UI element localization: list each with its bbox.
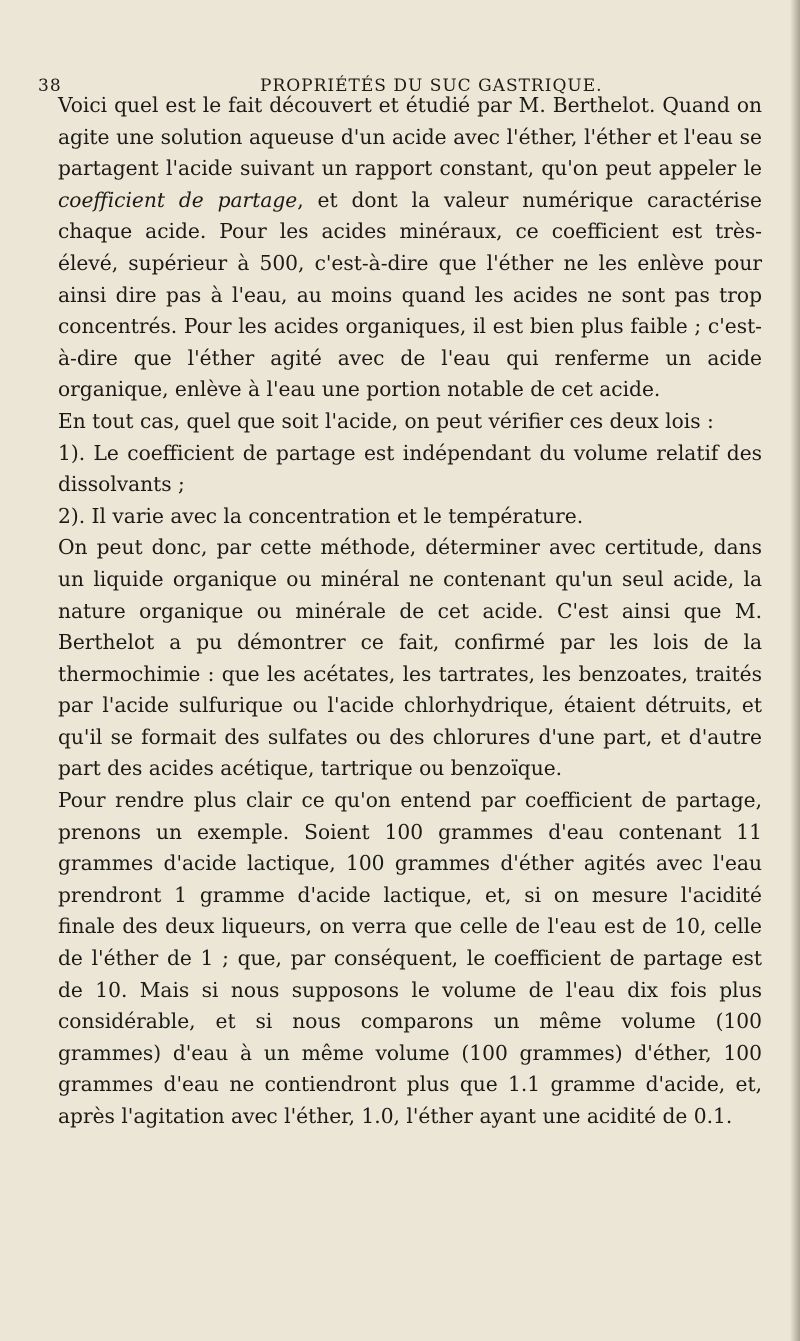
law-2: 2). Il varie avec la concentration et le température. [58, 503, 584, 528]
running-title: PROPRIÉTÉS DU SUC GASTRIQUE. [260, 76, 603, 96]
paragraph-6: Pour rendre plus clair ce qu'on entend par coefficient de partage, prenons un exemple. Soient 100 grammes d'eau contenant 11 grammes d'acide lactique, 100 grammes d'éther agités avec l'eau prendront 1 gramme d'acide lactique, et, si on mesure l'acidité finale des deux liqueurs, on verra que celle de l'eau est de 10, celle de l'éther de 1 ; que, par conséquent, le coefficient de partage est de 10. Mais si nous supposons le volume de l'eau dix fois plus considérable, et si nous comparons un même volume (100 grammes) d'eau à un même volume (100 grammes) d'éther, 100 grammes d'eau ne contiendront plus que 1.1 gramme d'acide, et, après l'agitation avec l'éther, 1.0, l'éther ayant une acidité de 0.1. [58, 788, 762, 1128]
paragraph-1-end: , et dont la valeur numérique caractérise chaque acide. Pour les acides minéraux, ce coefficient est très-élevé, supérieur à 500, c'est-à-dire que l'éther ne les enlève pour ainsi dire pas à l'eau, au moins quand les acides ne sont pas trop concentrés. Pour les acides organiques, il est bien plus faible ; c'est-à-dire que l'éther agité avec de l'eau qui renferme un acide organique, enlève à l'eau une portion notable de cet acide. [58, 187, 762, 402]
law-1: 1). Le coefficient de partage est indépendant du volume relatif des dissolvants ; [58, 440, 762, 497]
paragraph-1-start: Voici quel est le fait découvert et étudié par M. Berthelot. Quand on agite une solution aqueuse d'un acide avec l'éther, l'éther et l'eau se partagent l'acide suivant un rapport constant, qu'on peut appeler le [58, 93, 762, 181]
term-coefficient-de-partage: coefficient de partage [58, 187, 298, 212]
paragraph-1 [58, 90, 762, 406]
page-number: 38 [38, 76, 62, 96]
page-header [38, 60, 758, 96]
body-text [58, 90, 762, 1133]
paragraph-2: En tout cas, quel que soit l'acide, on peut vérifier ces deux lois : [58, 408, 714, 433]
page-edge-shadow [790, 0, 800, 1341]
paragraph-5: On peut donc, par cette méthode, déterminer avec certitude, dans un liquide organique ou minéral ne contenant qu'un seul acide, la nature organique ou minérale de cet acide. C'est ainsi que M. Berthelot a pu démontrer ce fait, confirmé par les lois de la thermochimie : que les acétates, les tartrates, les benzoates, traités par l'acide sulfurique ou l'acide chlorhydrique, étaient détruits, et qu'il se formait des sulfates ou des chlorures d'une part, et d'autre part des acides acétique, tartrique ou benzoïque. [58, 535, 762, 781]
